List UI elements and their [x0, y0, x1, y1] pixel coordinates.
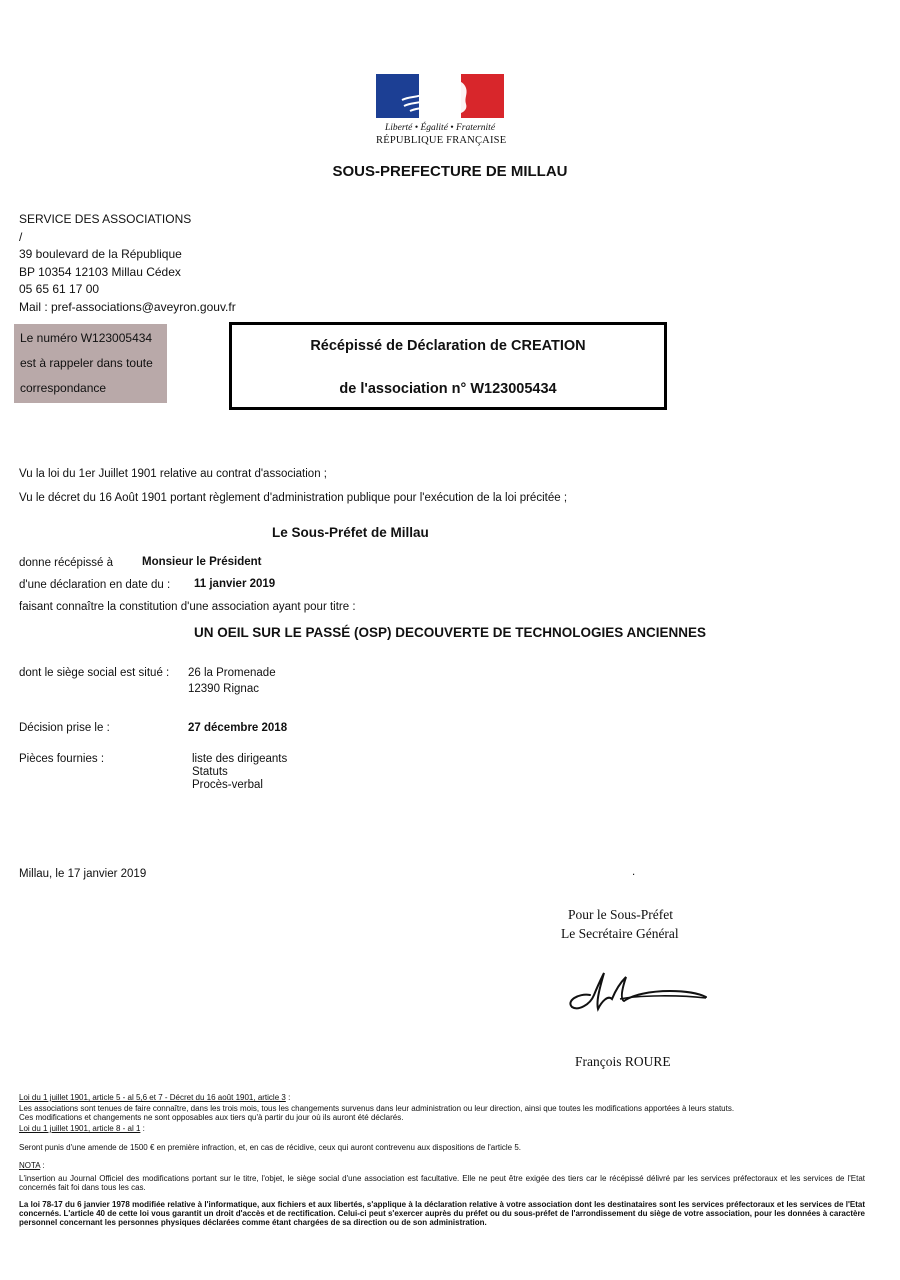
receipt-title-box [229, 322, 667, 410]
address-line-1: 39 boulevard de la République [19, 247, 182, 261]
decision-label: Décision prise le : [19, 722, 110, 734]
marianne-icon [396, 76, 484, 116]
signatory-name: François ROURE [575, 1054, 671, 1069]
footer-text-1: Les associations sont tenues de faire connaître, dans les trois mois, tous les changements survenus dans leur administration ou leur direction, ainsi que toutes les modifications apportées à leurs statuts. [19, 1104, 735, 1113]
footer-ref-2 [19, 1124, 865, 1133]
footer-ref-1 [19, 1093, 865, 1102]
nota-heading [19, 1161, 865, 1170]
seat-label: dont le siège social est situé : [19, 667, 170, 679]
place-date: Millau, le 17 janvier 2019 [19, 868, 147, 880]
footer-ref-2-colon: : [142, 1124, 145, 1133]
decision-date: 27 décembre 2018 [188, 722, 288, 734]
consideration-2: Vu le décret du 16 Août 1901 portant règlement d'administration publique pour l'exécution de la loi précitée ; [19, 492, 568, 504]
signature-line-2: Le Secrétaire Général [561, 926, 679, 941]
seat-line-2: 12390 Rignac [188, 683, 259, 695]
handwritten-signature [560, 965, 710, 1015]
service-slash: / [19, 229, 23, 244]
receipt-label: donne récépissé à [19, 557, 113, 569]
list-item: Procès-verbal [192, 779, 263, 791]
constitution-text: faisant connaître la constitution d'une association ayant pour titre : [19, 601, 356, 613]
reminder-line-3: correspondance [20, 381, 107, 395]
consideration-1: Vu la loi du 1er Juillet 1901 relative au contrat d'association ; [19, 468, 327, 480]
footer-ref-2-link: Loi du 1 juillet 1901, article 8 - al 1 [19, 1124, 141, 1133]
service-mail: Mail : pref-associations@aveyron.gouv.fr [19, 299, 236, 314]
association-title: UN OEIL SUR LE PASSÉ (OSP) DECOUVERTE DE TECHNOLOGIES ANCIENNES [193, 625, 707, 640]
list-item: liste des dirigeants [192, 753, 288, 765]
address-line-2: BP 10354 12103 Millau Cédex [19, 264, 181, 279]
footer-ref-1-link: Loi du 1 juillet 1901, article 5 - al 5,6 et 7 - Décret du 16 août 1901, article 3 [19, 1093, 286, 1102]
receipt-title: Récépissé de Déclaration de CREATION [310, 338, 586, 354]
footer-text-1b: Ces modifications et changements ne sont opposables aux tiers qu'à partir du jour où ils auront été déclarés. [19, 1113, 404, 1122]
association-number: de l'association n° W123005434 [339, 381, 557, 397]
stray-dot: . [632, 866, 636, 878]
authority-title: Le Sous-Préfet de Millau [272, 525, 429, 540]
signature-line-1: Pour le Sous-Préfet [568, 907, 673, 922]
republic-label: RÉPUBLIQUE FRANÇAISE [376, 135, 507, 146]
receipt-recipient: Monsieur le Président [142, 556, 262, 568]
reminder-line-2: est à rappeler dans toute [20, 356, 153, 370]
pieces-label: Pièces fournies : [19, 753, 105, 765]
footer-text-2: Seront punis d'une amende de 1500 € en première infraction, et, en cas de récidive, ceux qui auront contrevenu aux dispositions de l'article 5. [19, 1143, 522, 1152]
list-item: Statuts [192, 766, 228, 778]
service-name: SERVICE DES ASSOCIATIONS [19, 212, 192, 226]
motto: Liberté • Égalité • Fraternité [384, 123, 496, 133]
service-phone: 05 65 61 17 00 [19, 282, 100, 296]
nota-colon: : [42, 1161, 45, 1170]
reference-reminder-box [14, 324, 167, 403]
marianne-flag-emblem [376, 74, 504, 118]
nota-text: L'insertion au Journal Officiel des modifications portant sur le titre, l'objet, le siège social d'une association est facultative. Elle ne peut être exigée des tiers car le récépissé délivré par les services préfectoraux et les services de l'Etat concernés fait foi dans tous les cas. [19, 1174, 865, 1192]
footer-ref-1-colon: : [288, 1093, 291, 1102]
declaration-date-label: d'une déclaration en date du : [19, 579, 171, 591]
office-title: SOUS-PREFECTURE DE MILLAU [332, 163, 568, 180]
republique-francaise-logo [376, 74, 507, 146]
nota-label: NOTA [19, 1161, 41, 1170]
seat-line-1: 26 la Promenade [188, 667, 276, 679]
reminder-line-1: Le numéro W123005434 [20, 331, 153, 345]
cnil-text: La loi 78-17 du 6 janvier 1978 modifiée relative à l'informatique, aux fichiers et aux libertés, s'applique à la déclaration relative à votre association dont les destinataires sont les services préfectoraux et les services de l'Etat concernés. L'article 40 de cette loi vous garantit un droit d'accès et de rectification. Celui-ci peut s'exercer auprès du préfet ou du sous-préfet de l'arrondissement du siège de votre association, pour les données à caractère personnel concernant les personnes physiques déclarées comme étant chargées de sa direction ou de son administration. [19, 1200, 865, 1227]
service-address [19, 211, 236, 316]
pieces-list [192, 753, 287, 792]
declaration-date: 11 janvier 2019 [194, 578, 276, 590]
